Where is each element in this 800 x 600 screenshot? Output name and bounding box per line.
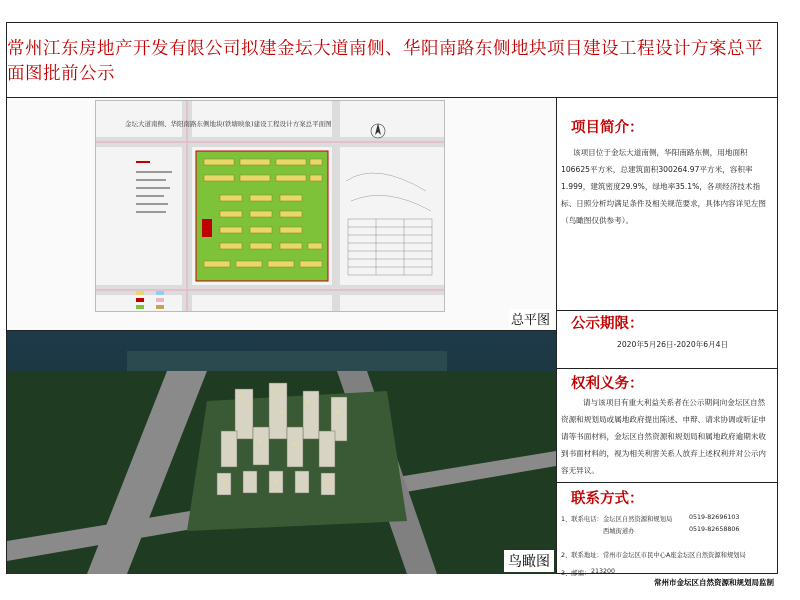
- contact-phone-2: 0519-82658806: [689, 526, 740, 533]
- contact-heading: 联系方式：: [571, 490, 644, 507]
- project-intro-heading: 项目简介：: [571, 119, 644, 136]
- section-divider: [557, 368, 777, 369]
- contact-org-1: 金坛区自然资源和规划局: [603, 516, 673, 523]
- rights-heading: 权利义务：: [571, 375, 644, 392]
- contact-phone-1: 0519-82696103: [689, 514, 740, 521]
- rights-text: 请与该项目有重大利益关系者在公示期间向金坛区自然资源和规划局或属地政府提出陈述、申辩、请求协调或听证申请等书面材料，金坛区自然资源和规划局和属地政府逾期未收到书面材料的，视为相关利害关系人放弃上述权利并对公示内容无异议。: [561, 398, 767, 475]
- period-dates: 2020年5月26日-2020年6月4日: [617, 340, 729, 349]
- notice-board: [6, 22, 778, 577]
- contact-address: 常州市金坛区市民中心A座金坛区自然资源和规划局: [603, 552, 746, 559]
- site-plan-label: 总平图: [509, 309, 552, 328]
- notice-title: 常州江东房地产开发有限公司拟建金坛大道南侧、华阳南路东侧地块项目建设工程设计方案总平面图批前公示: [7, 23, 777, 98]
- aerial-view-label: 鸟瞰图: [504, 550, 554, 572]
- site-plan-drawing: [96, 101, 444, 311]
- period-heading: 公示期限：: [571, 315, 644, 332]
- aerial-view-panel: [7, 331, 556, 574]
- section-divider: [557, 482, 777, 483]
- phone-label: 1、联系电话：: [561, 516, 603, 523]
- aerial-rendering: [7, 331, 556, 574]
- site-plan-caption: 金坛大道南侧、华阳南路东侧地块(铁塘映象)建设工程设计方案总平面图: [125, 120, 332, 128]
- address-label: 2、联系地址：: [561, 552, 603, 559]
- footer-credit: 常州市金坛区自然资源和规划局监制: [654, 578, 774, 587]
- site-plan-sheet: [95, 100, 445, 312]
- project-intro-text: 该项目位于金坛大道南侧，华阳南路东侧，用地面积106625平方米，总建筑面积300264.97平方米，容积率1.999，建筑密度29.9%，绿地率35.1%，各项经济技术指标、日照分析均满足条件及相关规范要求，具体内容详见左图（鸟瞰图仅供参考）。: [561, 148, 767, 225]
- contact-org-2: 西城街道办: [603, 528, 635, 535]
- postcode-label: 3、邮编：: [561, 570, 591, 577]
- info-column: [557, 98, 777, 577]
- section-divider: [557, 310, 777, 311]
- site-plan-panel: [7, 98, 556, 330]
- contact-postcode: 213200: [591, 568, 616, 575]
